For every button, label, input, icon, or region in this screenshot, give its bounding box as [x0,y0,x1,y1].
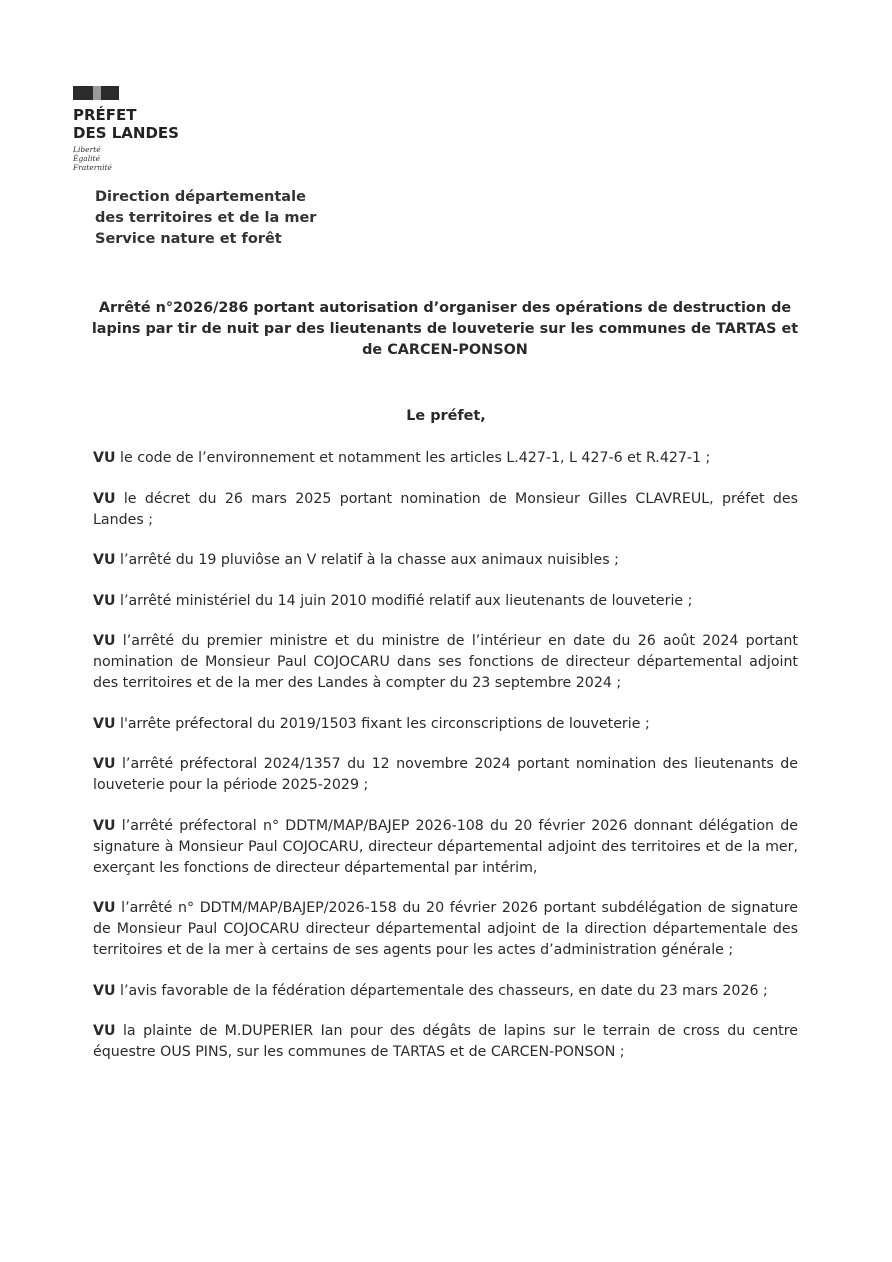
visa-paragraph: VU l’arrêté n° DDTM/MAP/BAJEP/2026-158 du 20 février 2026 portant subdélégation de signature de Monsieur Paul COJOCARU directeur départemental adjoint de la direction départementale des territoires et de la mer à certains de ses agents pour les actes d’administration générale ; [93,900,798,958]
visa-paragraph: VU l’arrêté du premier ministre et du ministre de l’intérieur en date du 26 août 2024 portant nomination de Monsieur Paul COJOCARU dans ses fonctions de directeur départemental adjoint des territoires et de la mer des Landes à compter du 23 septembre 2024 ; [93,633,798,691]
prefecture-name: PRÉFET DES LANDES [73,106,179,142]
visa-paragraph: VU la plainte de M.DUPERIER Ian pour des dégâts de lapins sur le terrain de cross du centre équestre OUS PINS, sur les communes de TARTAS et de CARCEN-PONSON ; [93,1023,798,1060]
visa-paragraph: VU le décret du 26 mars 2025 portant nomination de Monsieur Gilles CLAVREUL, préfet des Landes ; [93,490,798,528]
visa-paragraph: VU l’arrêté préfectoral 2024/1357 du 12 novembre 2024 portant nomination des lieutenants de louveterie pour la période 2025-2029 ; [93,756,798,793]
visa-paragraph: VU l’arrêté ministériel du 14 juin 2010 modifié relatif aux lieutenants de louveterie ; [93,592,693,609]
prefecture-logo [73,86,179,172]
devise: Liberté Égalité Fraternité [73,145,112,172]
marianne-logo-icon [73,86,119,100]
visa-paragraph: VU l’arrêté du 19 pluviôse an V relatif à la chasse aux animaux nuisibles ; [93,552,619,568]
visas-list [93,448,798,1083]
visa-paragraph: VU l’arrêté préfectoral n° DDTM/MAP/BAJEP 2026-108 du 20 février 2026 donnant délégation de signature à Monsieur Paul COJOCARU, directeur départemental adjoint des territoires et de la mer, exerçant les fonctions de directeur départemental par intérim, [93,817,798,876]
service-block: Direction départementale des territoires et de la mer Service nature et forêt [95,189,317,247]
document-title: Arrêté n°2026/286 portant autorisation d’organiser des opérations de destruction de lapins par tir de nuit par des lieutenants de louveterie sur les communes de TARTAS et de CARCEN-PONSON [91,300,799,358]
visa-paragraph: VU l'arrête préfectoral du 2019/1503 fixant les circonscriptions de louveterie ; [93,715,650,732]
visa-paragraph: VU l’avis favorable de la fédération départementale des chasseurs, en date du 23 mars 2026 ; [93,982,768,999]
author-heading: Le préfet, [406,408,486,424]
visa-paragraph: VU le code de l’environnement et notamment les articles L.427-1, L 427-6 et R.427-1 ; [93,450,711,466]
